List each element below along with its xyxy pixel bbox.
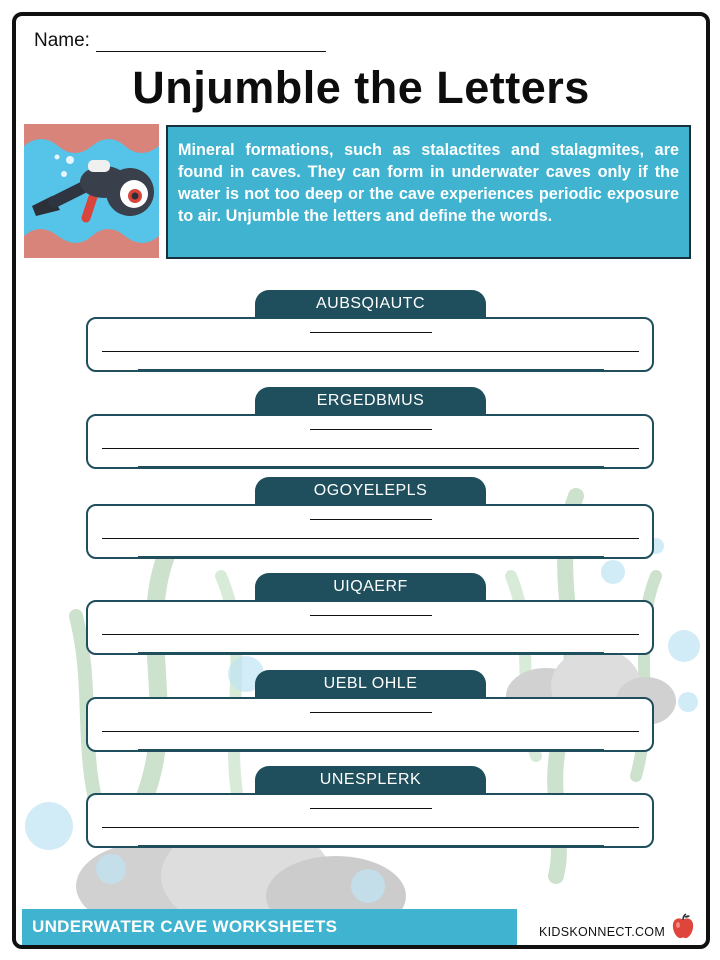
definition-line[interactable] (102, 448, 639, 449)
page-title: Unjumble the Letters (132, 62, 590, 113)
definition-line[interactable] (102, 634, 639, 635)
definition-line[interactable] (102, 351, 639, 352)
apple-icon (668, 912, 698, 942)
answer-box-underline (138, 556, 604, 557)
answer-box-underline (138, 749, 604, 750)
scuba-diver-icon (24, 124, 159, 258)
answer-box-underline (138, 652, 604, 653)
definition-line[interactable] (102, 827, 639, 828)
unjumbled-word-line[interactable] (310, 519, 432, 520)
definition-line[interactable] (102, 538, 639, 539)
jumbled-word: UEBL OHLE (255, 670, 486, 697)
unjumbled-word-line[interactable] (310, 332, 432, 333)
answer-box[interactable] (86, 317, 654, 372)
jumbled-word: AUBSQIAUTC (255, 290, 486, 317)
worksheet-frame (12, 12, 710, 949)
answer-box[interactable] (86, 414, 654, 469)
footer-brand[interactable]: KIDSKONNECT.COM (539, 925, 666, 939)
name-field[interactable] (34, 30, 326, 52)
answer-box-underline (138, 466, 604, 467)
jumbled-word: UNESPLERK (255, 766, 486, 793)
unjumbled-word-line[interactable] (310, 712, 432, 713)
answer-box[interactable] (86, 697, 654, 752)
answer-box-underline (138, 369, 604, 370)
footer-series-title: UNDERWATER CAVE WORKSHEETS (22, 909, 517, 945)
answer-box[interactable] (86, 600, 654, 655)
unjumbled-word-line[interactable] (310, 429, 432, 430)
jumbled-word: ERGEDBMUS (255, 387, 486, 414)
name-blank-line[interactable] (96, 31, 326, 52)
unjumbled-word-line[interactable] (310, 615, 432, 616)
intro-paragraph: Mineral formations, such as stalactites and stalagmites, are found in caves. They can form in underwater caves only if the water is not too deep or the cave experiences periodic exposure to air. Unjumble the letters and define the words. (178, 141, 679, 225)
answer-box-underline (138, 845, 604, 846)
jumbled-word: UIQAERF (255, 573, 486, 600)
answer-box[interactable] (86, 793, 654, 848)
intro-text-box (166, 125, 691, 259)
definition-line[interactable] (102, 731, 639, 732)
unjumbled-word-line[interactable] (310, 808, 432, 809)
jumbled-word: OGOYELEPLS (255, 477, 486, 504)
answer-box[interactable] (86, 504, 654, 559)
name-label: Name: (34, 30, 90, 51)
